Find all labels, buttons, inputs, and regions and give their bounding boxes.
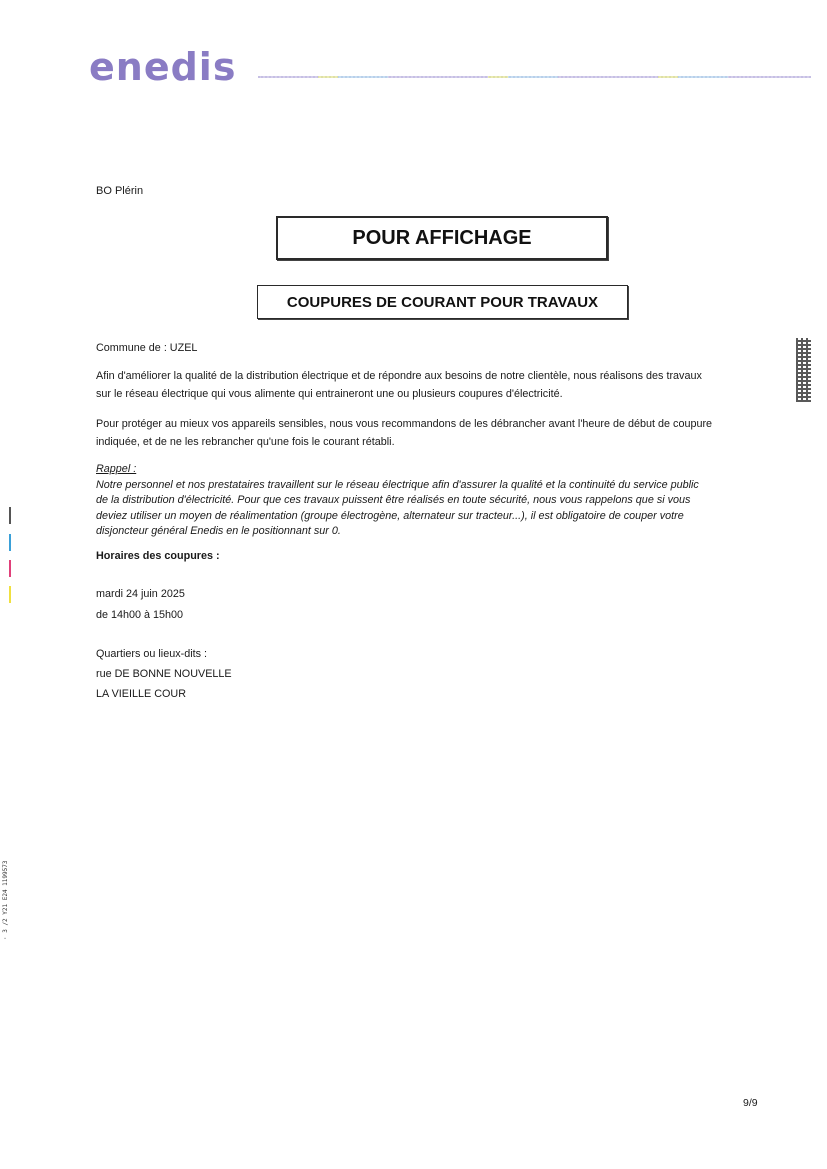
advice-line-2: indiquée, et de ne les rebrancher qu'une fois le courant rétabli. (96, 436, 395, 448)
notice-title-box (276, 216, 608, 260)
rappel-block (96, 462, 762, 540)
commune-line: Commune de : UZEL (96, 342, 198, 354)
rappel-label: Rappel : (96, 463, 137, 475)
rappel-line-1: Notre personnel et nos prestataires travaillent sur le réseau électrique afin d'assurer la qualité et la continuité du service public (96, 478, 699, 491)
margin-mark (9, 560, 11, 577)
location-item: LA VIEILLE COUR (96, 688, 187, 700)
header-divider-accent (258, 76, 811, 78)
barcode-icon (796, 338, 811, 402)
location-item: rue DE BONNE NOUVELLE (96, 668, 232, 680)
advice-line-1: Pour protéger au mieux vos appareils sensibles, nous vous recommandons de les débrancher avant l'heure de début de coupure (96, 418, 713, 430)
intro-line-1: Afin d'améliorer la qualité de la distribution électrique et de répondre aux besoins de notre clientèle, nous réalisons des travaux (96, 370, 702, 382)
side-print-code: · 3 /2 Y21 E24 1199573 (2, 860, 9, 940)
schedule-heading: Horaires des coupures : (96, 550, 220, 562)
notice-title: POUR AFFICHAGE (352, 226, 532, 249)
advice-paragraph (96, 415, 762, 451)
schedule-date: mardi 24 juin 2025 (96, 588, 185, 600)
notice-subtitle-box (257, 285, 628, 319)
agency-name: BO Plérin (96, 185, 144, 197)
schedule-time: de 14h00 à 15h00 (96, 609, 184, 621)
rappel-line-4: disjoncteur général Enedis en le positionnant sur 0. (96, 525, 341, 537)
intro-paragraph (96, 367, 762, 403)
rappel-line-3: deviez utiliser un moyen de réalimentation (groupe électrogène, alternateur sur tracteur...), il est obligatoire de couper votre (96, 509, 684, 522)
locations-heading: Quartiers ou lieux-dits : (96, 648, 208, 660)
intro-line-2: sur le réseau électrique qui vous alimente qui entraineront une ou plusieurs coupures d'électricité. (96, 388, 563, 400)
margin-mark (9, 507, 11, 524)
page-number: 9/9 (743, 1097, 758, 1109)
margin-mark (9, 586, 11, 603)
margin-mark (9, 534, 11, 551)
notice-subtitle: COUPURES DE COURANT POUR TRAVAUX (286, 293, 599, 311)
enedis-logo: enedis (89, 45, 237, 89)
rappel-line-2: de la distribution d'électricité. Pour que ces travaux puissent être réalisés en toute sécurité, nous vous rappelons que si vous (96, 494, 691, 506)
